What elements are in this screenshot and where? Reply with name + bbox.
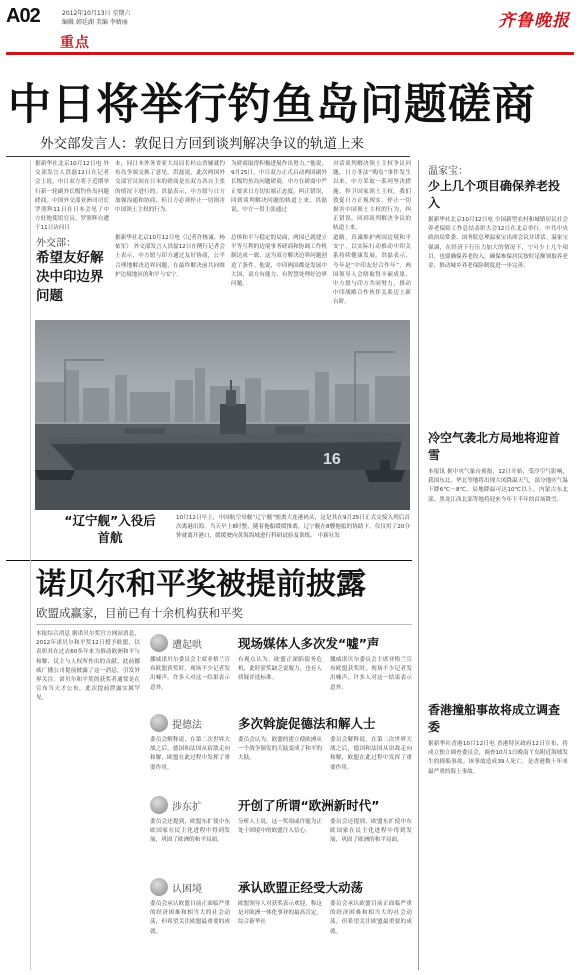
carrier-illustration: [35, 320, 410, 510]
sub-lead-col-1: 据新华社北京10月12日电（记者许栋诚、杨依军） 外交部发言人洪磊12日在例行记者会上表示，中方愿与印方通过友好协商，公平合理地解决边界问题，在最终解决前共同维护边境地区的和平与安宁。: [115, 235, 225, 278]
newspaper-logo: 齐鲁晚报: [498, 11, 570, 31]
section-2-text-c: 委员会解释说，在第二次世界大战之后，德国和法国从宿敌走向和解，欧盟在此过程中发挥了重要作用。: [330, 737, 412, 771]
lead-headline: 中日将举行钓鱼岛问题磋商: [8, 80, 536, 130]
lead-col-4: 对话谈判解决领土主权争议问题，日方非法“购岛”事件发生以来，中方采取一系列坚决措施，捍卫国家领土主权。我们敦促日方正视现实，停止一切损害中国领土主权的行为，纠正错误，回到谈判解决争议的轨道上来。: [333, 161, 411, 232]
right-body-2: 本报讯 据中央气象台预报，12日开始，受冷空气影响，我国东北、华北等地将出现大风降温天气，部分地区气温下降6℃～8℃，局地降温可达10℃以上。内蒙古东北部、黑龙江西北部等地将迎来今年下半年的首场降雪。: [428, 469, 568, 503]
section-2-text-a: 委员会解释说，在第二次世界大战之后，德国和法国从宿敌走向和解，欧盟在此过程中发挥了重要作用。: [150, 737, 230, 771]
nobel-section-3: [148, 790, 414, 870]
medal-icon: [150, 796, 168, 814]
section-3-text-c: 委员会还提到，欧盟东扩使中东欧国家在民主化进程中得到发展，巩固了欧洲的和平局面。: [330, 819, 412, 844]
page-number: A02: [6, 5, 40, 27]
editors-line: 编辑 韩廷湖 美编 李婧丽: [62, 19, 128, 26]
nobel-left-col: 本报综合消息 据诺贝尔奖官方网站消息，2012年诺贝尔和平奖12日授予欧盟，以表彰其在过去60多年来为推动欧洲和平与和解、民主与人权所作出的贡献。此前挪威广播公司提前披露了这一消息，引发外界关注。诺贝尔和平奖的获奖者通常是在宣布当天才公布，此次提前泄露实属罕见。: [36, 631, 140, 702]
right-body-3: 据新华社香港10月12日电 香港特区政府12日宣布，将成立独立调查委员会，调查10月1日晚南丫岛附近海域发生的撞船事故。该事故造成39人死亡，是香港数十年来最严重的海上事故。: [428, 741, 568, 775]
carrier-photo: [35, 320, 410, 510]
medal-icon: [150, 634, 168, 652]
hull-number: 16: [323, 451, 341, 468]
section-3-text-b: 分析人士说，这一奖项或许能为正处于困境中的欧盟注入信心。: [238, 819, 322, 835]
section-headline-3: 开创了所谓“欧洲新时代”: [238, 798, 380, 813]
masthead: [0, 0, 580, 58]
section-1-text-c: 挪威诺贝尔委员会主席亚格兰宣布欧盟获奖时，现场不少记者发出嘘声，许多人对这一结果表示意外。: [330, 657, 412, 691]
nobel-section-1: [148, 628, 414, 708]
section-label: 重点: [60, 35, 90, 51]
sub-lead-col-3: 道路，真诚维护两国边境和平安宁，以实际行动推动中印关系持续健康发展。洪磊表示，今年是“中印友好合作年”，两国领导人会晤取得丰硕成果，中方愿与印方共同努力，推动中印战略合作伙伴关系迈上新台阶。: [333, 235, 411, 306]
lead-rule: [6, 156, 410, 157]
sub-lead-col-2: 总体和平与稳定的局面，两国已就建立平等互利的边境事务磋商和协调工作机制达成一致，这为双方解决边界问题创造了条件。他说，中印两国都是发展中大国，双方有能力、有智慧处理好边界问题。: [231, 235, 327, 288]
nobel-sub-rule: [36, 624, 412, 625]
medal-icon: [150, 714, 168, 732]
lead-col-1: 据新华社北京10月12日电 外交部发言人洪磊12日在记者会上说，中日双方将于近期举行新一轮副外长级钓鱼岛问题磋商。中国外交部亚洲司司长罗照辉11日在日本会见了中方驻地使馆官员。罗照辉自遭于11日访问日: [35, 161, 109, 232]
section-4-text-b: 欧盟领导人对获奖表示欢迎，称这是对欧洲一体化事业的最高肯定。 综合新华社: [238, 901, 322, 926]
section-4-text-a: 委员会承认欧盟目前正面临严重的经济困难和相当大的社会动荡，但希望关注欧盟最重要的成就。: [150, 901, 230, 935]
nobel-headline: 诺贝尔和平奖被提前披露: [36, 567, 366, 602]
masthead-rule-red: [6, 52, 574, 55]
photo-caption-title: “辽宁舰”入役后首航: [64, 513, 156, 545]
section-4-text-c: 委员会承认欧盟目前正面临严重的经济困难和相当大的社会动荡，但希望关注欧盟最重要的成就。: [330, 901, 412, 935]
left-margin-rule: [30, 160, 31, 970]
section-tag-1: 遭起哄: [172, 640, 202, 651]
right-kicker: 温家宝：: [428, 166, 468, 177]
section-headline-1: 现场媒体人多次发“嘘”声: [238, 636, 380, 651]
nobel-subhead: 欧盟成赢家，目前已有十余机构获和平奖: [36, 606, 243, 620]
right-headline-1: 少上几个项目确保养老投入: [428, 179, 561, 210]
lead-col-3: 为磋商取得积极进展作出努力。”他说，9月25日，中日双方正式启动两国副外长级钓鱼岛问题磋商，中方在磋商中严正要求日方切实端正态度，纠正错误，回到谈判解决问题的轨道上来。洪磊说，中方一贯主张通过: [231, 161, 327, 214]
section-tag-3: 涉东扩: [172, 802, 202, 813]
section-tag-2: 提德法: [172, 720, 202, 731]
photo-caption-text: 10月12日早上，中国航空母舰“辽宁舰”驶离大连港码头，这是其在9月25日正式交接入列后首次离港出海。当天早上8时整，随着拖船缓缓推离，辽宁舰在8艘拖船的协助下，仅仅用了20分钟就离开港口，缓缓驶向黄海海域进行科研试验及训练。 中新社发: [176, 515, 410, 540]
section-2-text-b: 委员会认为，欧盟的建立使欧洲从一个战争频发的大陆变成了和平的大陆。: [238, 737, 322, 762]
medal-icon: [150, 878, 168, 896]
lead-subhead: 外交部发言人：敦促日方回到谈判解决争议的轨道上来: [40, 136, 364, 152]
section-headline-4: 承认欧盟正经受大动荡: [238, 880, 364, 895]
right-column-divider: [418, 160, 419, 970]
section-headline-2: 多次斡旋促德法和解人士: [238, 716, 376, 731]
nobel-section-2: [148, 708, 414, 788]
right-headline-3: 香港撞船事故将成立调查委: [428, 703, 561, 734]
right-headline-2: 冷空气袭北方局地将迎首雪: [428, 431, 561, 462]
nobel-section-4: [148, 872, 414, 970]
date-line: 2012年10月13日 星期六: [62, 10, 131, 17]
lead-col-2: 本，同日本外务省亚大局局长杉山晋辅就钓鱼岛争端交换了意见。洪磊说，此次两国外交部官员间在日本的磋商是在双方各自主张的情况下进行的。洪磊表示，中方愿与日方加强沟通和协商，但日方必须停止一切损害中国领土主权的行为。: [115, 161, 225, 214]
section-3-text-a: 委员会还提到，欧盟东扩使中东欧国家在民主化进程中得到发展，巩固了欧洲的和平局面。: [150, 819, 230, 844]
right-body-1: 据新华社北京10月12日电 全国新型农村和城镇居民社会养老保险工作总结表彰大会12日在北京举行。中共中央政治局常委、国务院总理温家宝出席会议并讲话。温家宝强调，在经济下行压力加大的情况下，宁可少上几个项目，也要确保养老投入，确保参保居民按时足额领取养老金，推动城乡养老保险制度进一步完善。: [428, 217, 568, 270]
section-tag-4: 认困境: [172, 884, 202, 895]
section-1-text-b: 有观点认为，欧盟正深陷债务危机，此时获奖缺乏说服力，也有人质疑评选标准。: [238, 657, 322, 682]
section-1-text-a: 挪威诺贝尔委员会主席亚格兰宣布欧盟获奖时，现场不少记者发出嘘声，许多人对这一结果表示意外。: [150, 657, 230, 691]
nobel-top-rule: [6, 560, 412, 561]
sub-lead-headline: 希望友好解决中印边界问题: [36, 250, 104, 304]
sub-lead-tag: 外交部：: [36, 238, 76, 249]
